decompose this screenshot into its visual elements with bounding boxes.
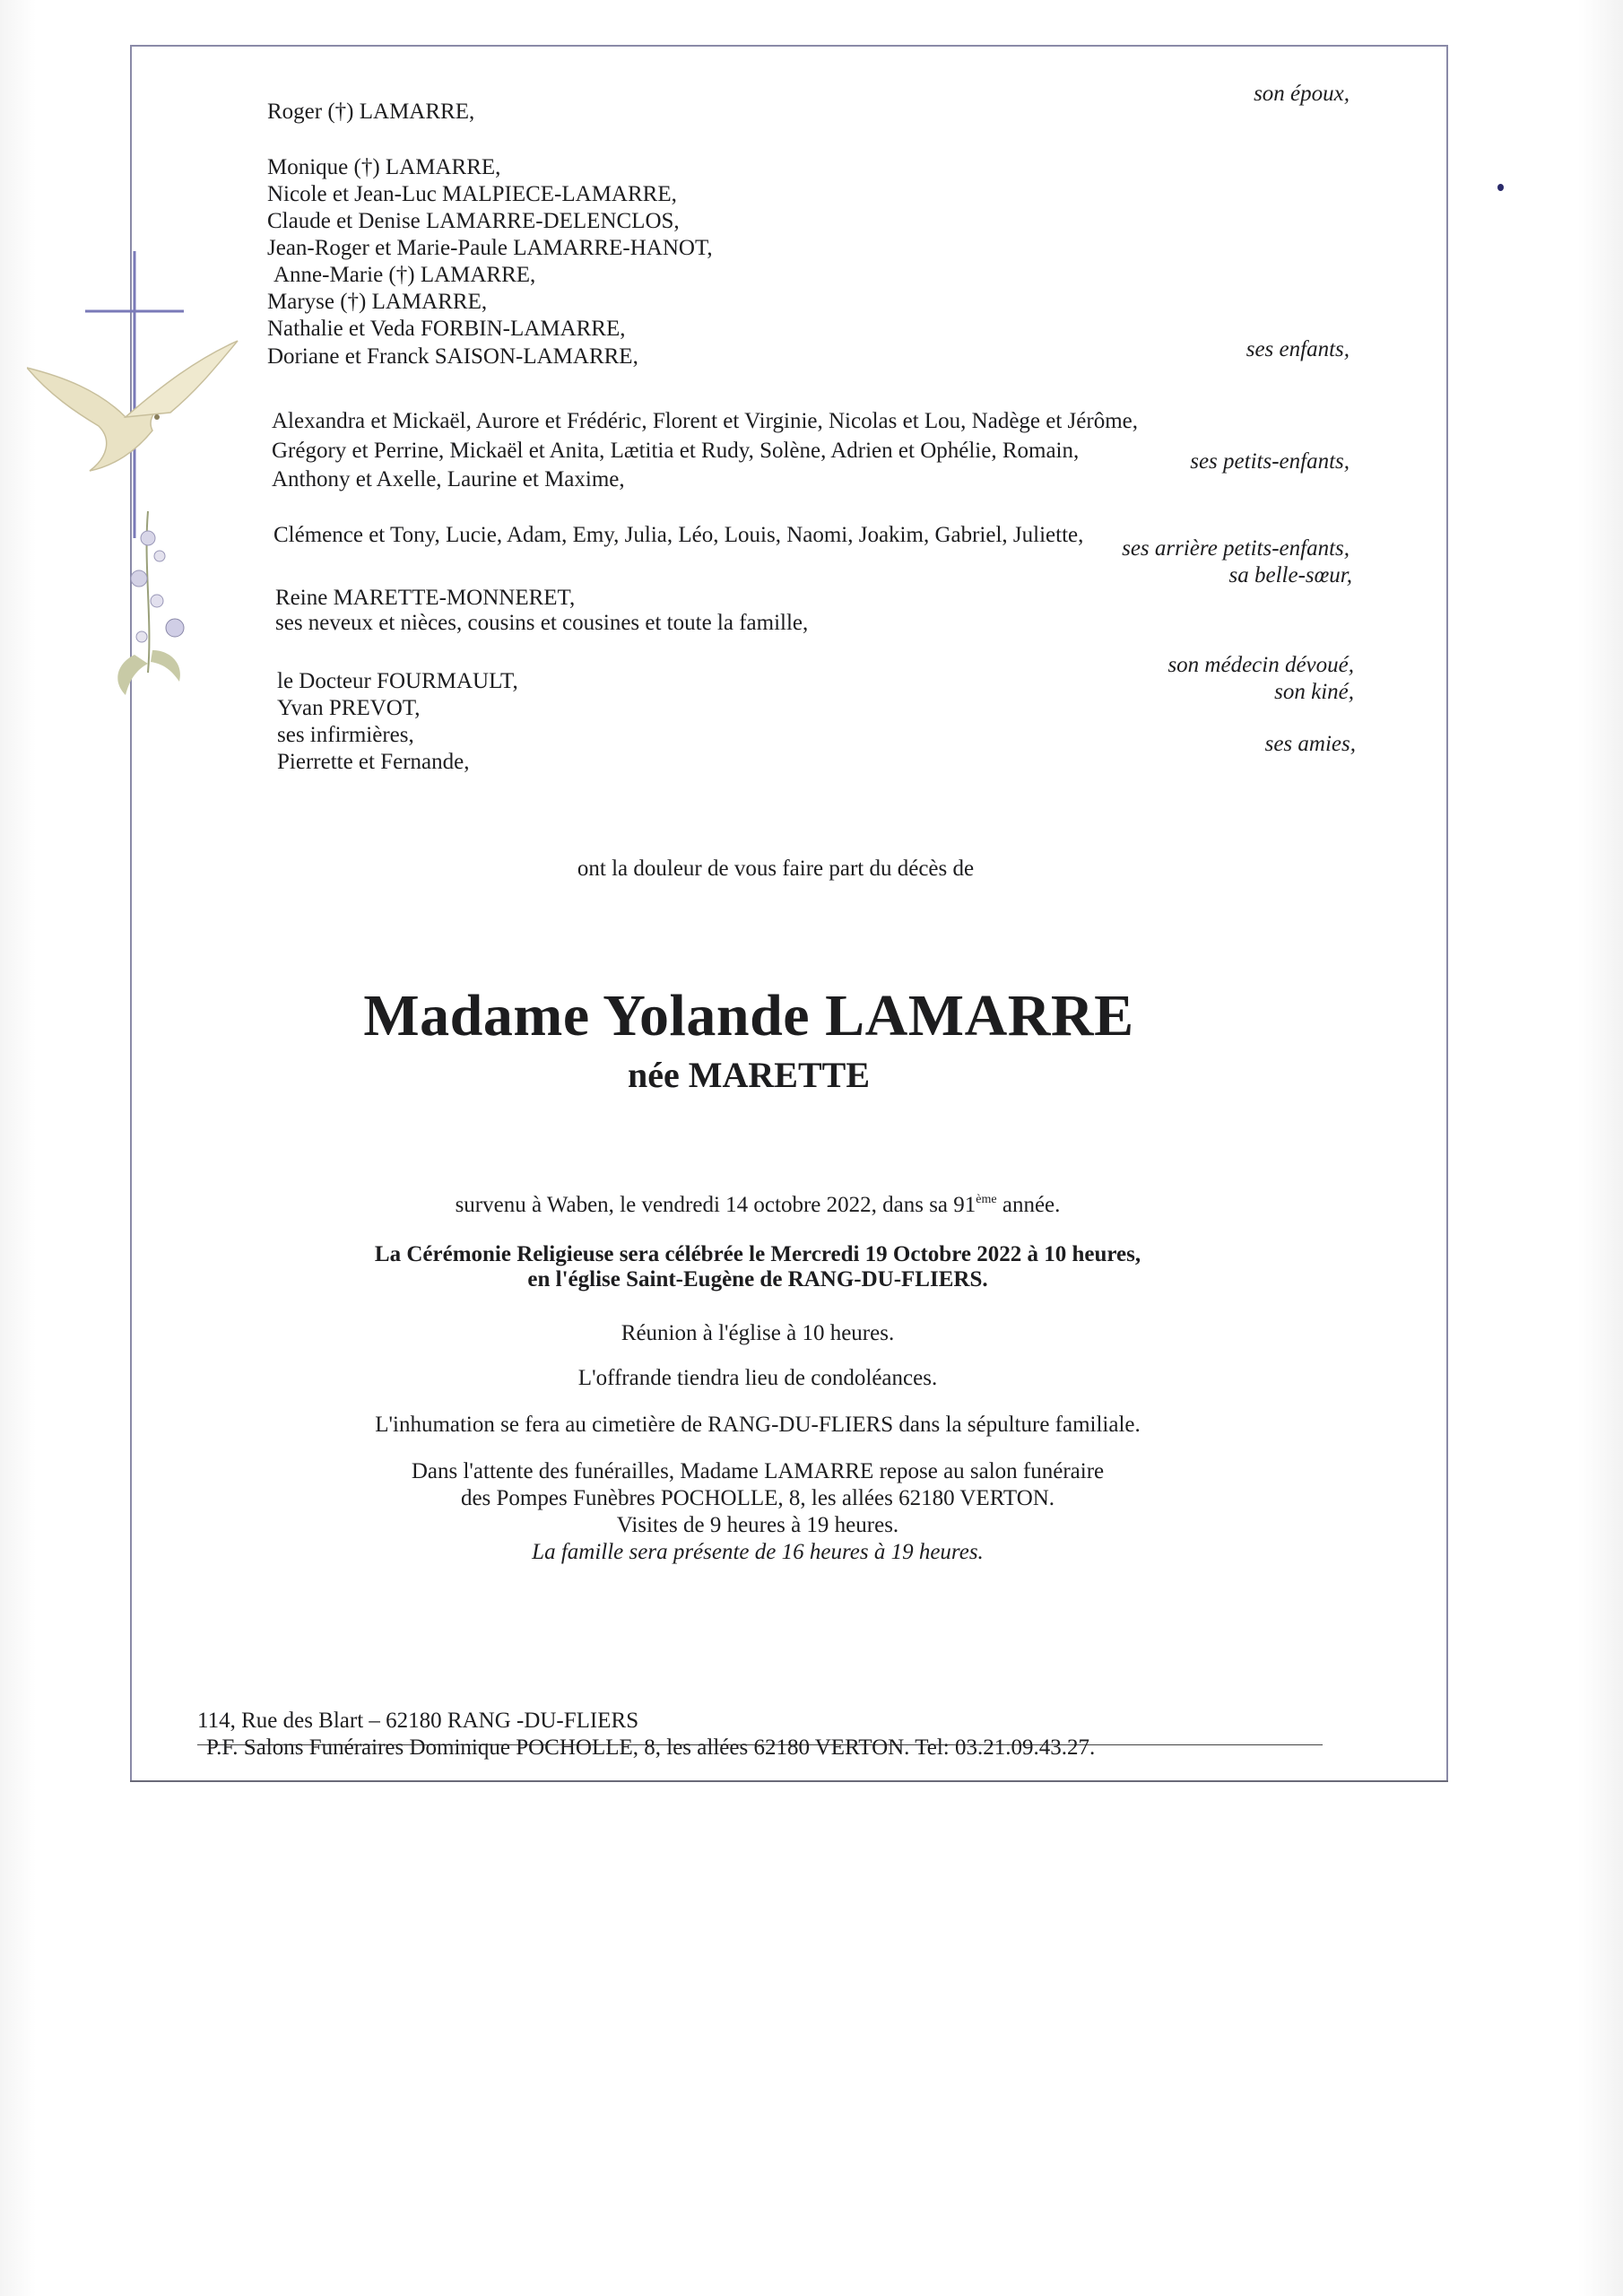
family-line: Clémence et Tony, Lucie, Adam, Emy, Julia, Léo, Louis, Naomi, Joakim, Gabriel, Juliette, <box>273 523 1084 547</box>
relation-label: ses petits-enfants, <box>1190 449 1350 474</box>
death-notice <box>0 1193 1569 1218</box>
relation-label: son kiné, <box>1274 680 1354 704</box>
family-line: Nathalie et Veda FORBIN-LAMARRE, <box>267 317 626 341</box>
death-notice-end: année. <box>996 1193 1061 1217</box>
offering-line: L'offrande tiendra lieu de condoléances. <box>577 1366 938 1390</box>
family-line: ses infirmières, <box>277 723 414 747</box>
ceremony-line-1: La Cérémonie Religieuse sera célébrée le Mercredi 19 Octobre 2022 à 10 heures, <box>374 1242 1141 1266</box>
rest-line-2: des Pompes Funèbres POCHOLLE, 8, les allées 62180 VERTON. <box>460 1486 1055 1510</box>
cross-dove-decoration <box>27 242 242 709</box>
burial-line: L'inhumation se fera au cimetière de RANG-DU-FLIERS dans la sépulture familiale. <box>375 1413 1141 1437</box>
family-line: Maryse (†) LAMARRE, <box>267 290 488 314</box>
ceremony-line-2: en l'église Saint-Eugène de RANG-DU-FLIERS. <box>527 1267 988 1292</box>
family-line: Reine MARETTE-MONNERET, <box>275 586 576 610</box>
relation-label: ses amies, <box>1264 732 1356 756</box>
family-line: Yvan PREVOT, <box>277 696 421 720</box>
rest-line-1: Dans l'attente des funérailles, Madame LAMARRE repose au salon funéraire <box>411 1459 1105 1483</box>
family-line: Pierrette et Fernande, <box>277 750 470 774</box>
family-line: Anthony et Axelle, Laurine et Maxime, <box>272 467 625 491</box>
family-line: le Docteur FOURMAULT, <box>277 669 518 693</box>
relation-label: sa belle-sœur, <box>1228 563 1352 587</box>
card-bottom-border <box>130 1780 1448 1782</box>
relation-label: son époux, <box>1254 82 1350 106</box>
footer-funeral-home: P.F. Salons Funéraires Dominique POCHOLLE, 8, les allées 62180 VERTON. Tel: 03.21.09.43.27. <box>206 1735 1096 1760</box>
family-line: Grégory et Perrine, Mickaël et Anita, Lætitia et Rudy, Solène, Adrien et Ophélie, Romain, <box>272 439 1080 463</box>
relation-label: ses arrière petits-enfants, <box>1122 536 1350 561</box>
family-line: Alexandra et Mickaël, Aurore et Frédéric, Florent et Virginie, Nicolas et Lou, Nadège et Jérôme, <box>272 409 1138 433</box>
relation-label: ses enfants, <box>1245 337 1350 361</box>
visits-line: Visites de 9 heures à 19 heures. <box>616 1513 899 1537</box>
footer-address: 114, Rue des Blart – 62180 RANG -DU-FLIERS <box>197 1709 639 1733</box>
family-presence-line: La famille sera présente de 16 heures à 19 heures. <box>532 1540 984 1564</box>
announcement-intro: ont la douleur de vous faire part du décès de <box>577 857 975 881</box>
flower-icon <box>117 511 184 695</box>
family-line: ses neveux et nièces, cousins et cousines et toute la famille, <box>275 611 809 635</box>
ordinal-suffix: ème <box>976 1193 997 1206</box>
family-line: Roger (†) LAMARRE, <box>267 100 475 124</box>
family-line: Anne-Marie (†) LAMARRE, <box>273 263 536 287</box>
ink-speck <box>1497 184 1504 191</box>
family-line: Claude et Denise LAMARRE-DELENCLOS, <box>267 209 680 233</box>
dove-icon <box>27 341 238 471</box>
family-line: Monique (†) LAMARRE, <box>267 155 501 179</box>
maiden-name: née MARETTE <box>628 1055 870 1095</box>
deceased-name: Madame Yolande LAMARRE <box>363 983 1134 1048</box>
family-line: Jean-Roger et Marie-Paule LAMARRE-HANOT, <box>267 236 713 260</box>
relation-label: son médecin dévoué, <box>1167 653 1354 677</box>
reunion-line: Réunion à l'église à 10 heures. <box>621 1321 895 1345</box>
death-notice-text: survenu à Waben, le vendredi 14 octobre 2022, dans sa 91 <box>455 1193 976 1217</box>
family-line: Nicole et Jean-Luc MALPIECE-LAMARRE, <box>267 182 677 206</box>
family-line: Doriane et Franck SAISON-LAMARRE, <box>267 344 638 369</box>
